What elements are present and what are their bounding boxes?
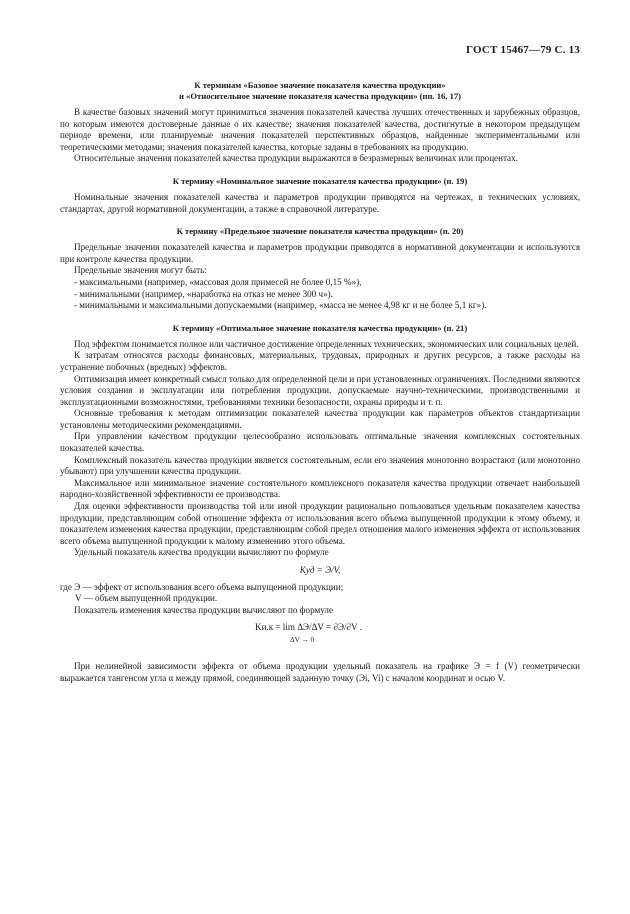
paragraph: Оптимизация имеет конкретный смысл только для определенной цели и при установленных ограничениях. Последними являются условия создания и эксплуатации или потребления продукции, допускаемые научно-техническими, производственными и эксплуатационными возможностями, требованиями техники безопасности, охраны природы и т. п. [60,373,580,407]
paragraph: Максимальное или минимальное значение состоятельного комплексного показателя качества продукции отвечает наибольшей народно-хозяйственной эффективности ее производства. [60,477,580,500]
section-heading-19: К термину «Номинальное значение показателя качества продукции» (п. 19) [172,175,468,186]
formula-change-indicator [60,622,580,648]
paragraph: К затратам относятся расходы финансовых, материальных, трудовых, природных и других ресурсов, а также расходы на устранение побочных (вредных) эффектов. [60,350,580,372]
paragraph: Относительные значения показателей качества продукции выражаются в безразмерных величинах или процентах. [74,153,518,164]
paragraph: Показатель изменения качества продукции вычисляют по формуле [74,604,333,615]
formula-main: Kи.к = lim ΔЭ/ΔV = ∂Э/∂V . [255,622,362,633]
list-item: - максимальными (например, «массовая доля примесей не более 0,15 %»), [74,276,362,287]
paragraph: Предельные значения могут быть: [74,265,207,276]
paragraph: Предельные значения показателей качества и параметров продукции приводятся в нормативной документации и используются при контроле качества продукции. [60,242,580,264]
paragraph: При нелинейной зависимости эффекта от объема продукции удельный показатель на графике Э = f (V) геометрически выражается тангенсом угла α между прямой, соединяющей заданную точку (Эi, Vi) с началом координат и осью V. [60,661,580,683]
paragraph: Под эффектом понимается полное или частичное достижение определенных технических, экономических или социальных целей. [74,338,579,349]
formula-specific-indicator: Kуд = Э/V, [299,565,341,575]
paragraph: В качестве базовых значений могут приниматься значения показателей качества лучших отечественных и зарубежных образцов, по которым имеются достоверные данные о их качестве; значения показателей качества, достигнутые в некотором предыдущем периоде времени, или планируемые значения показателей перспективных образцов, найденные экспериментальными или теоретическими методами; значения показателей качества, которые заданы в требованиях на продукцию. [60,107,580,152]
section-heading-20: К термину «Предельное значение показателя качества продукции» (п. 20) [176,226,464,237]
paragraph: Для оценки эффективности производства той или иной продукции рационально пользоваться удельным показателем качества продукции, представляющим собой отношение эффекта от использования всего объема выпущенной продукции к этому объему, и показателем изменения качества продукции, представляющим собой предел отношения малого изменения эффекта от использования всего объема выпущенной продукции к малому изменению этого объема. [60,501,580,546]
paragraph: Удельный показатель качества продукции вычисляют по формуле [74,547,329,558]
formula-legend: V — объем выпущенной продукции. [75,593,218,604]
formula-limit-subscript: ΔV → 0 [290,636,315,645]
list-item: - минимальными (например, «наработка на отказ не менее 300 ч»). [74,288,333,299]
paragraph: При управлении качеством продукции целесообразно использовать оптимальные значения комплексных состоятельных показателей качества. [60,431,580,454]
section-heading-16-17-line1: К терминам «Базовое значение показателя качества продукции» [194,80,446,90]
paragraph: Основные требования к методам оптимизации показателей качества продукции как параметров объектов стандартизации установлены методическими рекомендациями. [60,408,580,430]
section-heading-16-17-line2: и «Относительное значение показателя качества продукции» (пп. 16, 17) [178,91,462,101]
formula-legend: где Э — эффект от использования всего объема выпущенной продукции; [60,581,344,592]
list-item: - минимальными и максимальными допускаемыми (например, «масса не менее 4,98 кг и не более 5,1 кг»). [74,300,487,311]
paragraph: Номинальные значения показателей качества и параметров продукции приводятся на чертежах, в технических условиях, стандартах, другой нормативной документации, а также в справочной литературе. [60,191,580,214]
section-heading-21: К термину «Оптимальное значение показателя качества продукции» (п. 21) [172,322,468,333]
page-header: ГОСТ 15467—79 С. 13 [466,44,580,56]
paragraph: Комплексный показатель качества продукции является состоятельным, если его значения монотонно возрастают (или монотонно убывают) при улучшении качества продукции. [60,454,580,477]
